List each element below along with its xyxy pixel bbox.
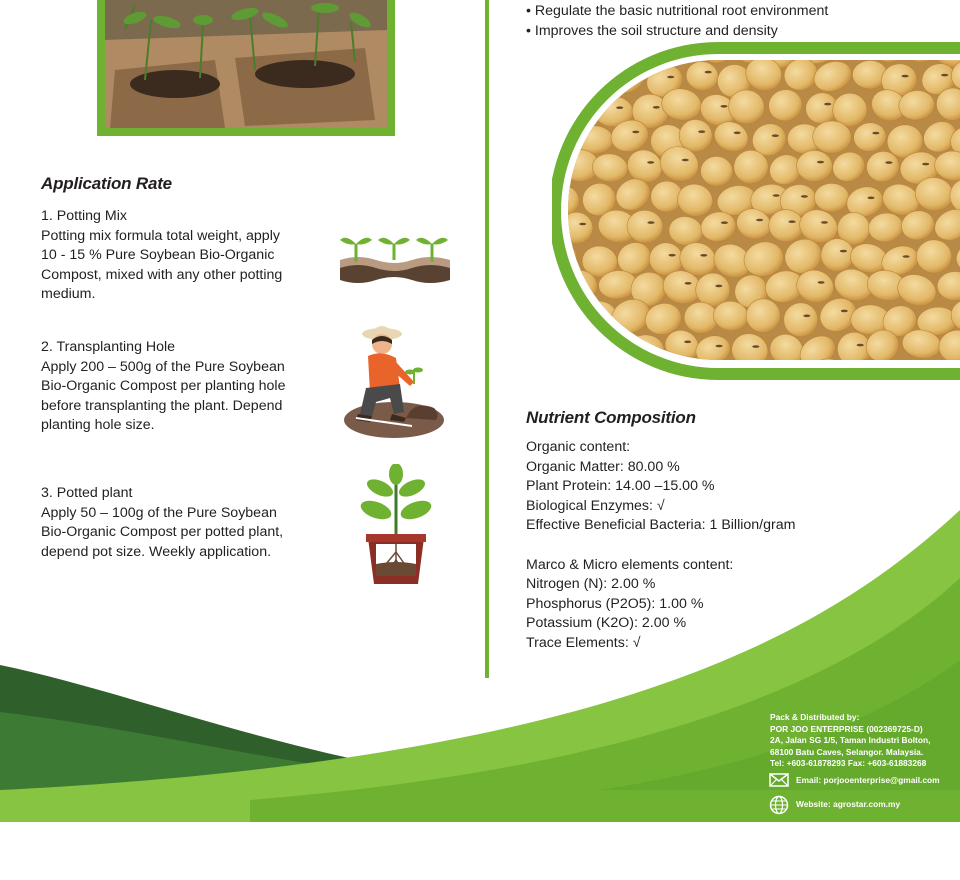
- transplanting-title: 2. Transplanting Hole: [41, 339, 176, 355]
- potted-plant-line: depend pot size. Weekly application.: [41, 543, 272, 560]
- gardener-icon: [342, 322, 448, 440]
- website-text[interactable]: Website: agrostar.com.my: [796, 799, 901, 809]
- potting-mix-section: [41, 207, 319, 305]
- potted-plant-title: 3. Potted plant: [41, 485, 133, 501]
- nutrient-list: [526, 438, 795, 654]
- benefit-item: • Improves the soil structure and density: [526, 22, 778, 39]
- element-item: Trace Elements: √: [526, 634, 641, 651]
- globe-icon: [769, 795, 789, 815]
- nutrient-item: Plant Protein: 14.00 –15.00 %: [526, 478, 715, 495]
- transplanting-line: Bio-Organic Compost per planting hole: [41, 378, 286, 395]
- potting-mix-line: medium.: [41, 286, 96, 303]
- benefit-list: [526, 2, 828, 41]
- soybean-photo: [552, 42, 960, 380]
- distributor-line: Pack & Distributed by:: [770, 712, 860, 722]
- distributor-line: Tel: +603-61878293 Fax: +603-61883268: [770, 758, 927, 768]
- benefit-item: • Regulate the basic nutritional root environment: [526, 3, 829, 19]
- potting-mix-line: Compost, mixed with any other potting: [41, 266, 283, 283]
- nutrient-item: Organic Matter: 80.00 %: [526, 458, 680, 475]
- application-heading: Application Rate: [41, 174, 172, 193]
- distributor-line: 2A, Jalan SG 1/5, Taman Industri Bolton,: [770, 735, 931, 745]
- nutrient-item: Biological Enzymes: √: [526, 497, 665, 514]
- seedlings-icon: [338, 232, 452, 288]
- email-icon: [769, 773, 789, 787]
- potting-mix-line: Potting mix formula total weight, apply: [41, 227, 280, 244]
- potted-plant-section: [41, 484, 319, 562]
- potting-mix-line: 10 - 15 % Pure Soybean Bio-Organic: [41, 247, 275, 264]
- nutrient-item: Effective Beneficial Bacteria: 1 Billion/gram: [526, 517, 796, 534]
- transplanting-line: Apply 200 – 500g of the Pure Soybean: [41, 358, 285, 375]
- distributor-line: POR JOO ENTERPRISE (002369725-D): [770, 723, 923, 734]
- transplanting-line: planting hole size.: [41, 417, 155, 434]
- distributor-line: 68100 Batu Caves, Selangor. Malaysia.: [770, 746, 924, 757]
- seedling-tray-photo: [97, 0, 395, 136]
- element-item: Nitrogen (N): 2.00 %: [526, 576, 656, 593]
- transplanting-section: [41, 338, 319, 436]
- element-item: Potassium (K2O): 2.00 %: [526, 615, 687, 632]
- distributor-info: [770, 712, 930, 770]
- email-text[interactable]: Email: porjooenterprise@gmail.com: [796, 775, 940, 785]
- potting-mix-title: 1. Potting Mix: [41, 208, 127, 224]
- transplanting-line: before transplanting the plant. Depend: [41, 397, 283, 414]
- elements-content-title: Marco & Micro elements content:: [526, 556, 734, 573]
- potted-plant-line: Bio-Organic Compost per potted plant,: [41, 524, 284, 541]
- organic-content-title: Organic content:: [526, 439, 631, 455]
- potted-plant-icon: [358, 464, 434, 588]
- column-divider: [485, 0, 489, 678]
- element-item: Phosphorus (P2O5): 1.00 %: [526, 595, 704, 612]
- nutrient-heading: Nutrient Composition: [526, 408, 696, 427]
- potted-plant-line: Apply 50 – 100g of the Pure Soybean: [41, 504, 277, 521]
